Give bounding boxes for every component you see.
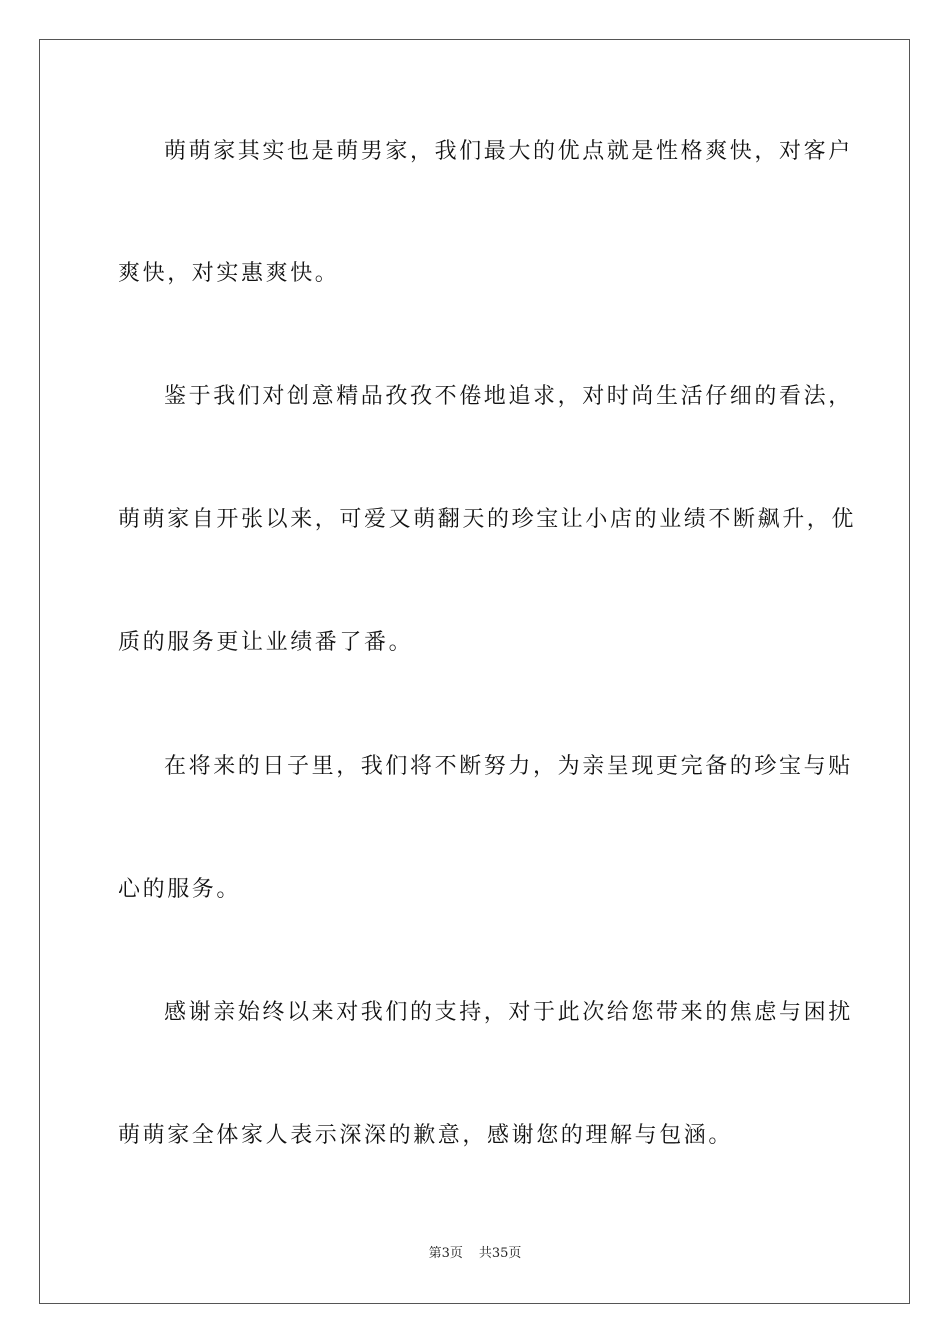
paragraph-3-line-2: 心的服务。	[118, 877, 242, 902]
paragraph-1-line-2: 爽快，对实惠爽快。	[118, 261, 340, 286]
paragraph-3-line-1: 在将来的日子里，我们将不断努力，为亲呈现更完备的珍宝与贴	[164, 754, 853, 779]
page-frame	[39, 39, 910, 1304]
paragraph-2-line-3: 质的服务更让业绩番了番。	[118, 630, 414, 655]
paragraph-1-line-1: 萌萌家其实也是萌男家，我们最大的优点就是性格爽快，对客户	[164, 139, 853, 164]
paragraph-2-line-2: 萌萌家自开张以来，可爱又萌翻天的珍宝让小店的业绩不断飙升，优	[118, 507, 857, 532]
paragraph-4-line-1: 感谢亲始终以来对我们的支持，对于此次给您带来的焦虑与困扰	[164, 1000, 853, 1025]
paragraph-4-line-2: 萌萌家全体家人表示深深的歉意，感谢您的理解与包涵。	[118, 1123, 734, 1148]
paragraph-2-line-1: 鉴于我们对创意精品孜孜不倦地追求，对时尚生活仔细的看法，	[164, 384, 853, 409]
page-number: 第3页	[428, 1246, 463, 1261]
page-total: 共35页	[478, 1246, 522, 1261]
page-footer	[0, 1244, 950, 1264]
